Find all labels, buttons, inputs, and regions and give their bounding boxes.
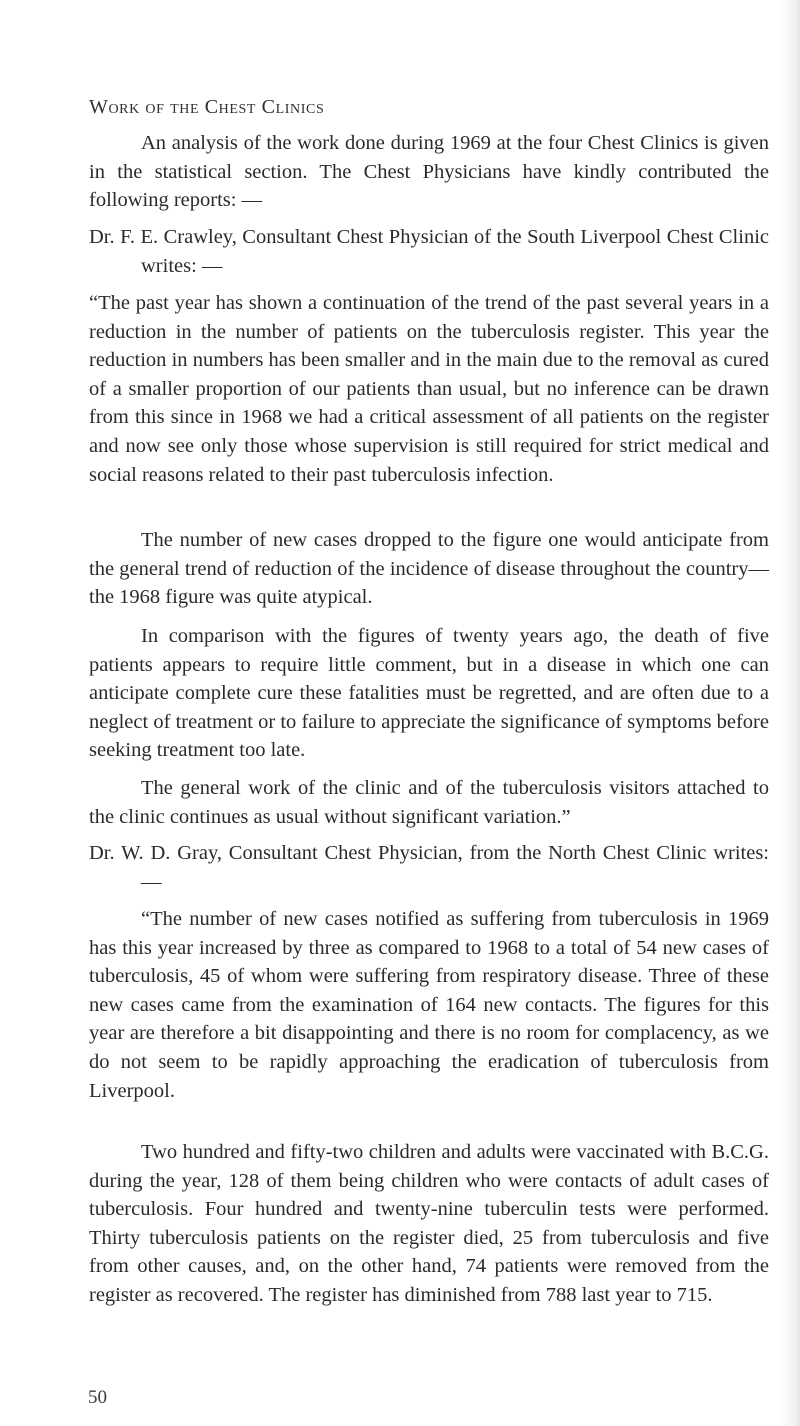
section-heading: Work of the Chest Clinics <box>89 96 325 118</box>
south-report-paragraph-2: The number of new cases dropped to the figure one would anticipate from the general trend of reduction of the incidence of disease throughout the country—the 1968 figure was quite atypical. <box>89 529 769 609</box>
intro-paragraph: An analysis of the work done during 1969 at the four Chest Clinics is given in the statistical section. The Chest Physicians have kindly contributed the following reports: — <box>89 132 769 212</box>
north-report-paragraph-2: Two hundred and fifty-two children and adults were vaccinated with B.C.G. during the year, 128 of them being children who were contacts of adult cases of tuberculosis. Four hundred and twenty-nine tuberculin tests were performed. Thirty tuberculosis patients on the register died, 25 from tuberculosis and five from other causes, and, on the other hand, 74 patients were removed from the register as recovered. The register has diminished from 788 last year to 715. <box>89 1141 769 1306</box>
south-clinic-attribution: Dr. F. E. Crawley, Consultant Chest Physician of the South Liverpool Chest Clinic writes: — <box>89 226 769 277</box>
south-report-paragraph-3: In comparison with the figures of twenty years ago, the death of five patients appears to require little comment, but in a disease in which one can anticipate complete cure these fatalities must be regretted, and are often due to a neglect of treatment or to failure to appreciate the significance of symptoms before seeking treatment too late. <box>89 625 769 762</box>
north-report-paragraph-1: “The number of new cases notified as suffering from tuberculosis in 1969 has this year increased by three as compared to 1968 to a total of 54 new cases of tuberculosis, 45 of whom were suffering from respiratory disease. Three of these new cases came from the examination of 164 new contacts. The figures for this year are therefore a bit disappointing and there is no room for complacency, as we do not seem to be rapidly approaching the eradication of tuberculosis from Liverpool. <box>89 908 769 1102</box>
north-clinic-attribution: Dr. W. D. Gray, Consultant Chest Physician, from the North Chest Clinic writes:— <box>89 842 769 893</box>
south-report-paragraph-4: The general work of the clinic and of the tuberculosis visitors attached to the clinic continues as usual without significant variation.” <box>89 777 769 828</box>
page-number: 50 <box>88 1387 107 1408</box>
south-report-paragraph-1: “The past year has shown a continuation of the trend of the past several years in a reduction in the number of patients on the tuberculosis register. This year the reduction in numbers has been smaller and in the main due to the removal as cured of a smaller proportion of our patients than usual, but no inference can be drawn from this since in 1968 we had a critical assessment of all patients on the register and now see only those whose supervision is still required for strict medical and social reasons related to their past tuberculosis infection. <box>89 292 769 486</box>
